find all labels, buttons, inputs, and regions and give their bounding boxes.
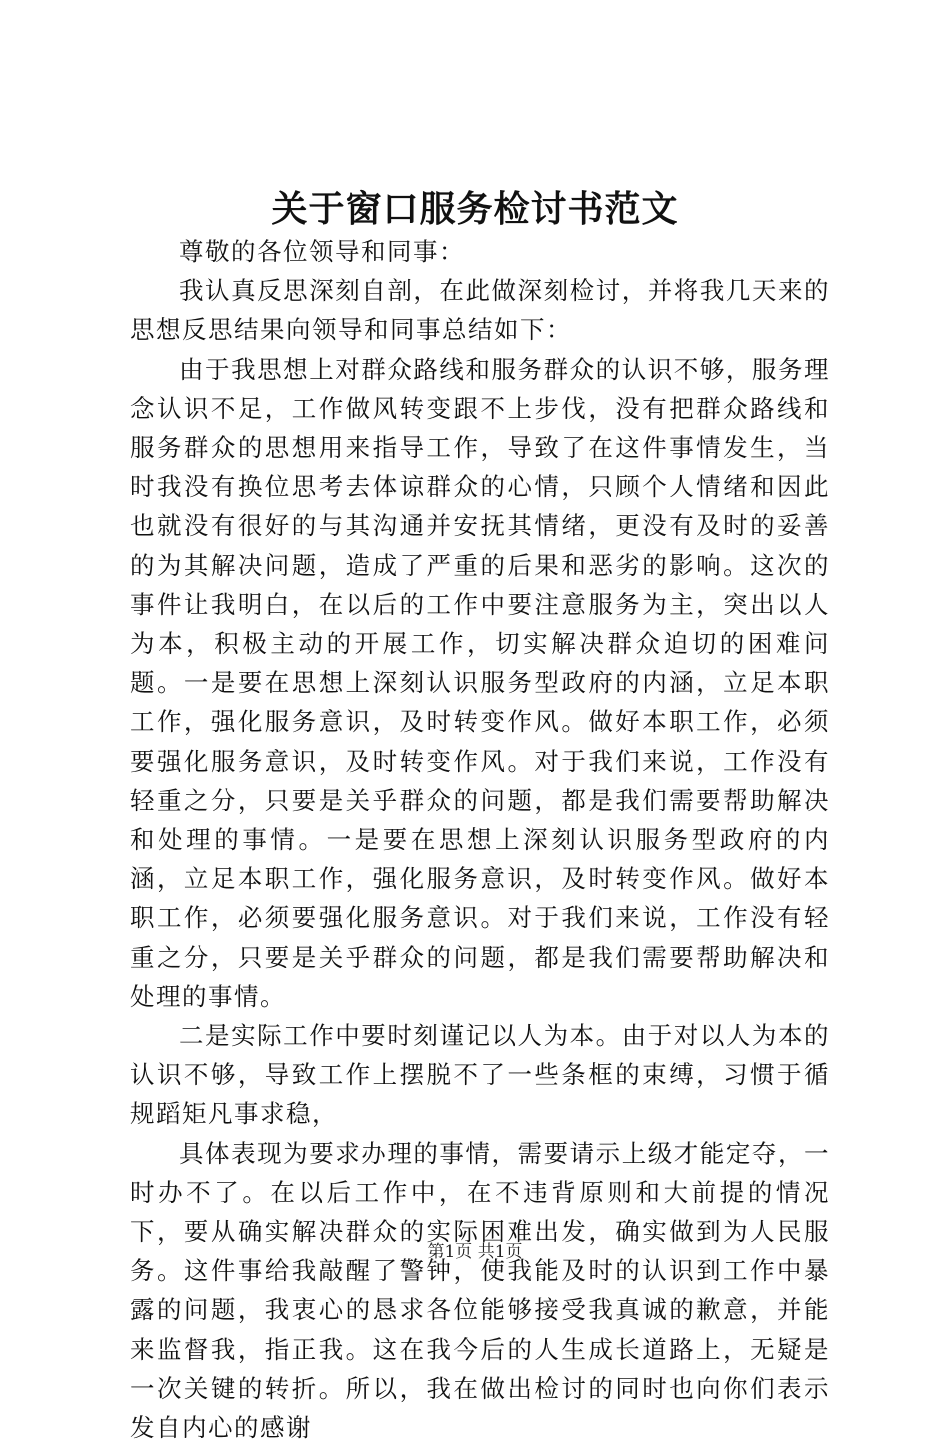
page-number-footer: 第1页 共1页	[427, 1242, 523, 1262]
salutation-paragraph: 尊敬的各位领导和同事：	[179, 237, 465, 266]
closing-paragraph: 具体表现为要求办理的事情，需要请示上级才能定夺，一时办不了。在以后工作中，在不违背原则和大前提的情况下，要从确实解决群众的实际困难出发，确实做到为人民服务。这件事给我敲醒了警钟，使我能及时的认识到工作中暴露的问题，我衷心的恳求各位能够接受我真诚的歉意，并能来监督我，指正我。这在我今后的人生成长道路上，无疑是一次关键的转折。所以，我在做出检讨的同时也向你们表示发自内心的感谢	[130, 1138, 830, 1443]
document-title: 关于窗口服务检讨书范文	[271, 188, 679, 230]
document-body	[130, 232, 830, 1447]
reflection-paragraph: 由于我思想上对群众路线和服务群众的认识不够，服务理念认识不足，工作做风转变跟不上步伐，没有把群众路线和服务群众的思想用来指导工作，导致了在这件事情发生，当时我没有换位思考去体谅群众的心情，只顾个人情绪和因此也就没有很好的与其沟通并安抚其情绪，更没有及时的妥善的为其解决问题，造成了严重的后果和恶劣的影响。这次的事件让我明白，在以后的工作中要注意服务为主，突出以人为本，积极主动的开展工作，切实解决群众迫切的困难问题。一是要在思想上深刻认识服务型政府的内涵，立足本职工作，强化服务意识，及时转变作风。做好本职工作，必须要强化服务意识，及时转变作风。对于我们来说，工作没有轻重之分，只要是关乎群众的问题，都是我们需要帮助解决和处理的事情。一是要在思想上深刻认识服务型政府的内涵，立足本职工作，强化服务意识，及时转变作风。做好本职工作，必须要强化服务意识。对于我们来说，工作没有轻重之分，只要是关乎群众的问题，都是我们需要帮助解决和处理的事情。	[130, 354, 830, 1011]
second-point-paragraph: 二是实际工作中要时刻谨记以人为本。由于对以人为本的认识不够，导致工作上摆脱不了一些条框的束缚，习惯于循规蹈矩凡事求稳，	[130, 1021, 830, 1129]
intro-paragraph: 我认真反思深刻自剖，在此做深刻检讨，并将我几天来的思想反思结果向领导和同事总结如下：	[130, 276, 830, 345]
